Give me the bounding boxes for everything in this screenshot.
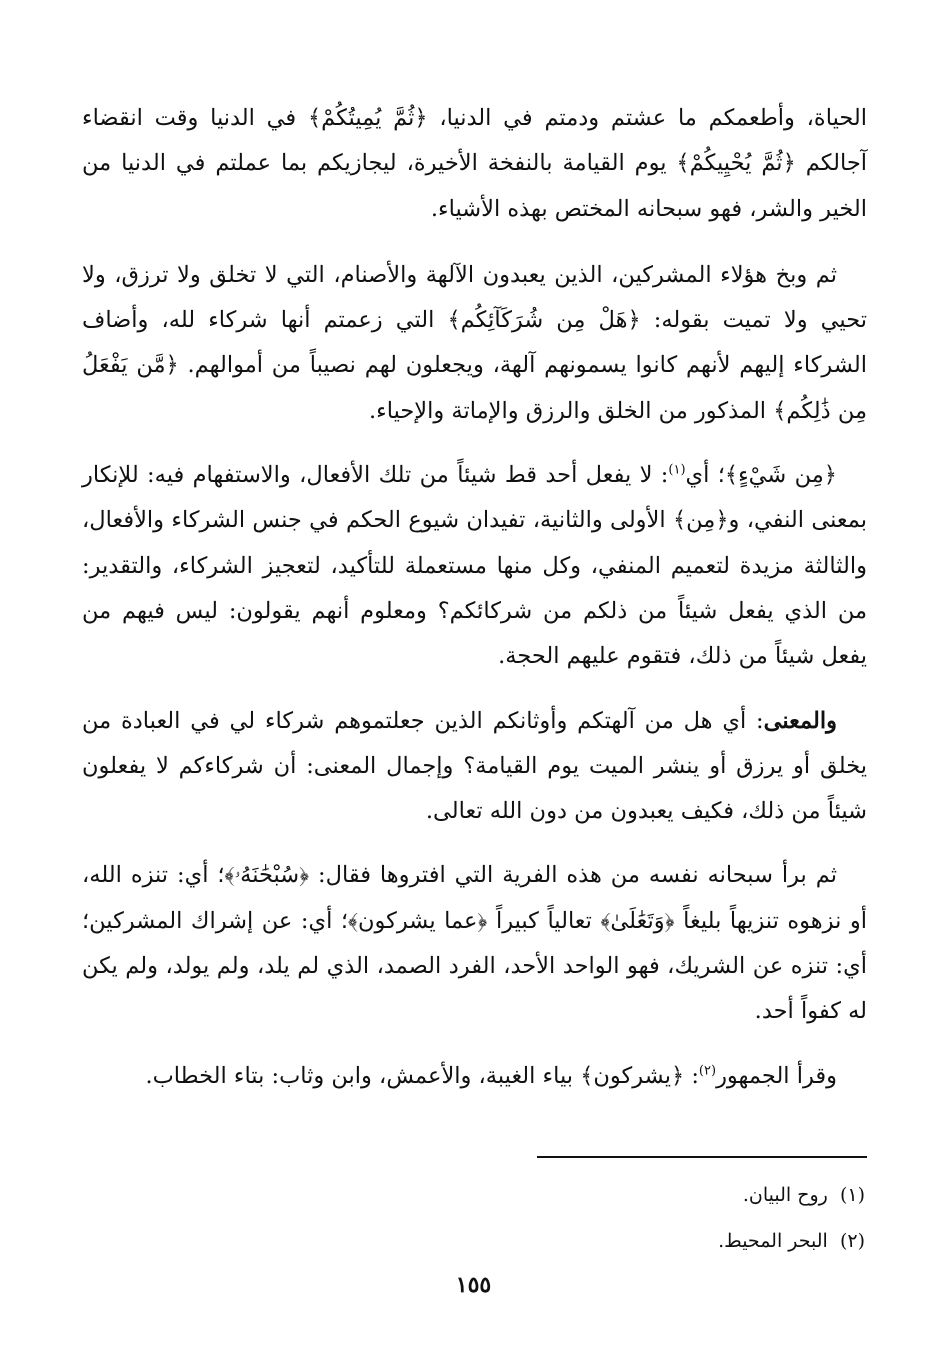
paragraph-4 bbox=[82, 699, 867, 835]
footnote-2 bbox=[82, 1218, 865, 1264]
paragraph-2 bbox=[82, 253, 867, 434]
paragraph-3-rest: : لا يفعل أحد قط شيئاً من تلك الأفعال، والاستفهام فيه: للإنكار بمعنى النفي، و﴿مِن﴾ الأولى والثانية، تفيدان شيوع الحكم في جنس الشركاء والأفعال، والثالثة مزيدة لتعميم المنفي، وكل منها مستعملة للتأكيد، لتعجيز الشركاء، والتقدير: من الذي يفعل شيئاً من ذلكم من شركائكم؟ ومعلوم أنهم يقولون: ليس فيهم من يفعل شيئاً من ذلك، فتقوم عليهم الحجة. bbox=[82, 462, 867, 670]
footnote-number: (١) bbox=[839, 1184, 865, 1206]
paragraph-3-start: ﴿مِن شَيْءٍ﴾؛ أي bbox=[685, 462, 837, 489]
paragraph-2-text: ثم وبخ هؤلاء المشركين، الذين يعبدون الآلهة والأصنام، التي لا تخلق ولا ترزق، ولا تحيي ولا تميت بقوله: ﴿هَلْ مِن شُرَكَآئِكُم﴾ التي زعمتم أنها شركاء لله، وأضاف الشركاء إليهم لأنهم كانوا يسمونهم آلهة، ويجعلون لهم نصيباً من أموالهم. ﴿مَّن يَفْعَلُ مِن ذَٰلِكُم﴾ المذكور من الخلق والرزق والإماتة والإحياء. bbox=[82, 261, 867, 424]
paragraph-1: الحياة، وأطعمكم ما عشتم ودمتم في الدنيا، ﴿ثُمَّ يُمِيتُكُمْ﴾ في الدنيا وقت انقضاء آجالكم ﴿ثُمَّ يُحْيِيكُمْ﴾ يوم القيامة بالنفخة الأخيرة، ليجازيكم بما عملتم في الدنيا من الخير والشر، فهو سبحانه المختص بهذه الأشياء. bbox=[82, 105, 867, 222]
footnote-text: روح البيان. bbox=[742, 1184, 828, 1206]
paragraph-6 bbox=[82, 1054, 867, 1099]
footnote-divider bbox=[537, 1156, 867, 1158]
paragraph-4-lead: والمعنى bbox=[763, 707, 837, 734]
page-body bbox=[82, 96, 867, 1099]
footnote-ref-2[interactable]: (٢) bbox=[698, 1063, 717, 1079]
paragraph-3 bbox=[82, 453, 867, 679]
paragraph-6-rest: : ﴿يشركون﴾ بياء الغيبة، والأعمش، وابن وثاب: بتاء الخطاب. bbox=[145, 1062, 699, 1089]
paragraph-5-text: ثم برأ سبحانه نفسه من هذه الفرية التي افتروها فقال: ﴿سُبْحَٰنَهُۥ﴾؛ أي: تنزه الله، أو نزهوه تنزيهاً بليغاً ﴿وَتَعَٰلَىٰ﴾ تعالياً كبيراً ﴿عما يشركون﴾؛ أي: عن إشراك المشركين؛ أي: تنزه عن الشريك، فهو الواحد الأحد، الفرد الصمد، الذي لم يلد، ولم يولد، ولم يكن له كفواً أحد. bbox=[82, 862, 867, 1025]
paragraph-5 bbox=[82, 853, 867, 1034]
footnote-text: البحر المحيط. bbox=[718, 1230, 828, 1252]
footnote-ref-1[interactable]: (١) bbox=[668, 462, 686, 478]
footnote-number: (٢) bbox=[839, 1230, 865, 1252]
page-number: ١٥٥ bbox=[455, 1272, 492, 1298]
footnotes bbox=[82, 1172, 865, 1264]
paragraph-4-text: : أي هل من آلهتكم وأوثانكم الذين جعلتموهم شركاء لي في العبادة من يخلق أو يرزق أو ينشر الميت يوم القيامة؟ وإجمال المعنى: أن شركاءكم لا يفعلون شيئاً من ذلك، فكيف يعبدون من دون الله تعالى. bbox=[82, 707, 867, 825]
paragraph-6-start: وقرأ الجمهور bbox=[716, 1062, 837, 1089]
footnote-1 bbox=[82, 1172, 865, 1218]
